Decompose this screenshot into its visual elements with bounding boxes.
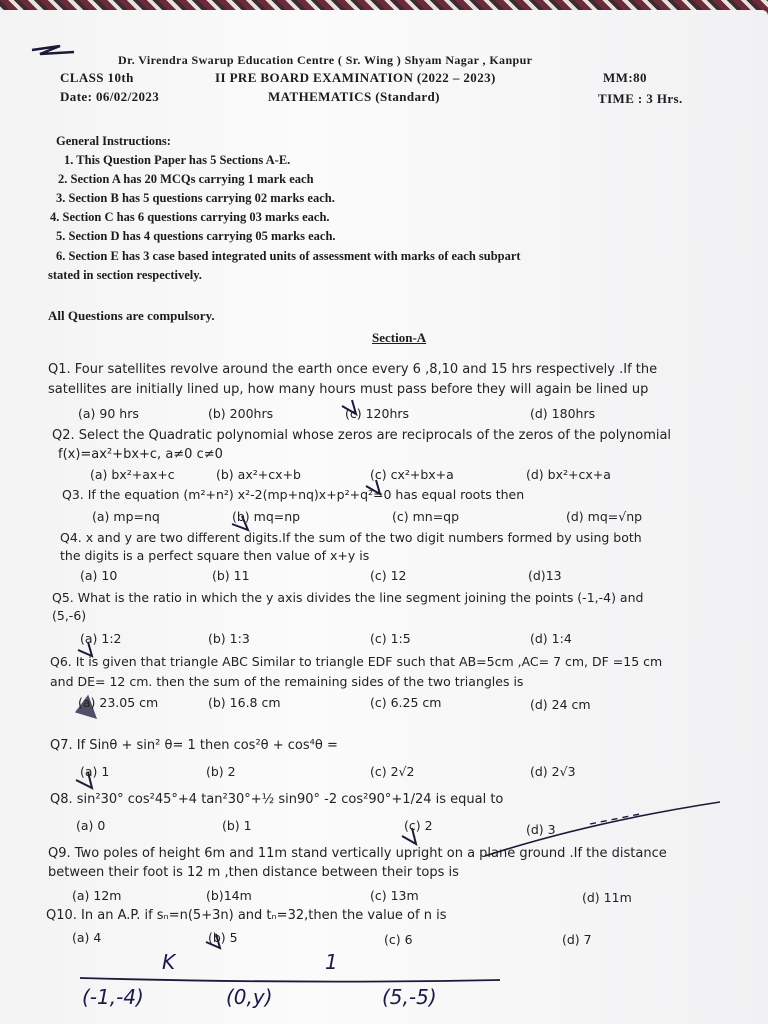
option: (d) mq=√np: [566, 509, 643, 524]
option: (c) 12: [370, 568, 407, 583]
option: (b)14m: [206, 888, 252, 903]
option: (c) 6: [384, 932, 413, 947]
option: (d) 1:4: [530, 631, 572, 646]
option: (d) 24 cm: [530, 697, 591, 712]
option: (c) cx²+bx+a: [370, 467, 454, 482]
question-line: satellites are initially lined up, how many hours must pass before they will again be lined up: [48, 382, 649, 397]
option: (a) mp=nq: [92, 509, 160, 524]
option: (a) 0: [76, 818, 106, 833]
option: (c) 1:5: [370, 631, 411, 646]
question-line: between their foot is 12 m ,then distance between their tops is: [48, 865, 459, 880]
option: (c) 120hrs: [345, 406, 410, 421]
option: (a) 23.05 cm: [78, 695, 159, 710]
school-name: Dr. Virendra Swarup Education Centre ( Sr. Wing ) Shyam Nagar , Kanpur: [118, 53, 533, 67]
handwritten-ratio-one: 1: [325, 950, 338, 974]
option: (d) 3: [526, 822, 556, 837]
option: (d) 2√3: [530, 764, 576, 779]
option: (a) 90 hrs: [78, 406, 139, 421]
handwritten-point-b: (5,-5): [382, 985, 437, 1009]
instruction-item: 2. Section A has 20 MCQs carrying 1 mark each: [58, 172, 314, 186]
exam-time: TIME : 3 Hrs.: [598, 91, 683, 106]
question-line: Q1. Four satellites revolve around the earth once every 6 ,8,10 and 15 hrs respectively .If the: [48, 362, 658, 377]
instruction-item: 5. Section D has 4 questions carrying 05 marks each.: [56, 229, 336, 243]
option: (a) bx²+ax+c: [90, 467, 175, 482]
option: (a) 4: [72, 930, 102, 945]
option: (c) 6.25 cm: [370, 695, 442, 710]
instructions-heading: General Instructions:: [56, 134, 171, 148]
pen-underline: [80, 978, 500, 982]
option: (b) 200hrs: [208, 406, 274, 421]
instruction-item: 6. Section E has 3 case based integrated units of assessment with marks of each subpart: [56, 249, 521, 263]
pen-dash-line: [590, 814, 640, 824]
option: (c) 2√2: [370, 764, 415, 779]
pen-stroke-mark: [32, 46, 74, 54]
option: (a) 1: [80, 764, 110, 779]
instruction-item: 3. Section B has 5 questions carrying 02 marks each.: [56, 191, 335, 205]
subject-title: MATHEMATICS (Standard): [268, 89, 440, 104]
section-title: Section-A: [372, 330, 427, 345]
compulsory-note: All Questions are compulsory.: [48, 308, 215, 323]
option: (d) 180hrs: [530, 406, 596, 421]
option: (b) mq=np: [232, 509, 301, 524]
question-line: Q6. It is given that triangle ABC Similar to triangle EDF such that AB=5cm ,AC= 7 cm, DF =15 cm: [50, 654, 663, 669]
option: (c) 13m: [370, 888, 419, 903]
option: (b) 16.8 cm: [208, 695, 281, 710]
instruction-item: 1. This Question Paper has 5 Sections A-E.: [64, 153, 291, 167]
question-line: the digits is a perfect square then value of x+y is: [60, 548, 370, 563]
option: (d) bx²+cx+a: [526, 467, 611, 482]
question-line: (5,-6): [52, 608, 87, 623]
instruction-continuation: stated in section respectively.: [48, 268, 202, 282]
question-line: Q4. x and y are two different digits.If the sum of the two digit numbers formed by using both: [60, 530, 642, 545]
option: (b) 2: [206, 764, 236, 779]
option: (c) 2: [404, 818, 433, 833]
question-line: Q3. If the equation (m²+n²) x²-2(mp+nq)x+p²+q²=0 has equal roots then: [62, 487, 525, 502]
option: (c) mn=qp: [392, 509, 460, 524]
question-line: Q8. sin²30° cos²45°+4 tan²30°+½ sin90° -2 cos²90°+1/24 is equal to: [50, 792, 504, 807]
question-line: Q5. What is the ratio in which the y axis divides the line segment joining the points (-1,-4) and: [52, 590, 644, 605]
handwritten-point-a: (-1,-4): [82, 985, 144, 1009]
option: (d)13: [528, 568, 562, 583]
instruction-item: 4. Section C has 6 questions carrying 03 marks each.: [50, 210, 330, 224]
option: (a) 10: [80, 568, 118, 583]
option: (b) ax²+cx+b: [216, 467, 301, 482]
option: (a) 12m: [72, 888, 122, 903]
question-line: Q7. If Sinθ + sin² θ= 1 then cos²θ + cos⁴θ =: [50, 738, 338, 753]
exam-date: Date: 06/02/2023: [60, 89, 160, 104]
max-marks: MM:80: [603, 70, 647, 85]
question-line: Q2. Select the Quadratic polynomial whose zeros are reciprocals of the zeros of the polynomial: [52, 428, 672, 443]
option: (b) 11: [212, 568, 250, 583]
option: (d) 7: [562, 932, 592, 947]
question-line: Q10. In an A.P. if sₙ=n(5+3n) and tₙ=32,then the value of n is: [46, 908, 447, 923]
question-line: and DE= 12 cm. then the sum of the remaining sides of the two triangles is: [50, 674, 524, 689]
handwritten-k: K: [162, 950, 176, 974]
option: (b) 1:3: [208, 631, 250, 646]
class-label: CLASS 10th: [60, 70, 134, 85]
handwritten-point-p: (0,y): [226, 985, 273, 1009]
question-line: f(x)=ax²+bx+c, a≠0 c≠0: [58, 447, 223, 462]
exam-title: II PRE BOARD EXAMINATION (2022 – 2023): [215, 70, 496, 85]
option: (d) 11m: [582, 890, 632, 905]
exam-paper: [0, 10, 768, 1024]
option: (a) 1:2: [80, 631, 122, 646]
option: (b) 5: [208, 930, 238, 945]
question-line: Q9. Two poles of height 6m and 11m stand vertically upright on a plane ground .If the distance: [48, 846, 667, 861]
option: (b) 1: [222, 818, 252, 833]
